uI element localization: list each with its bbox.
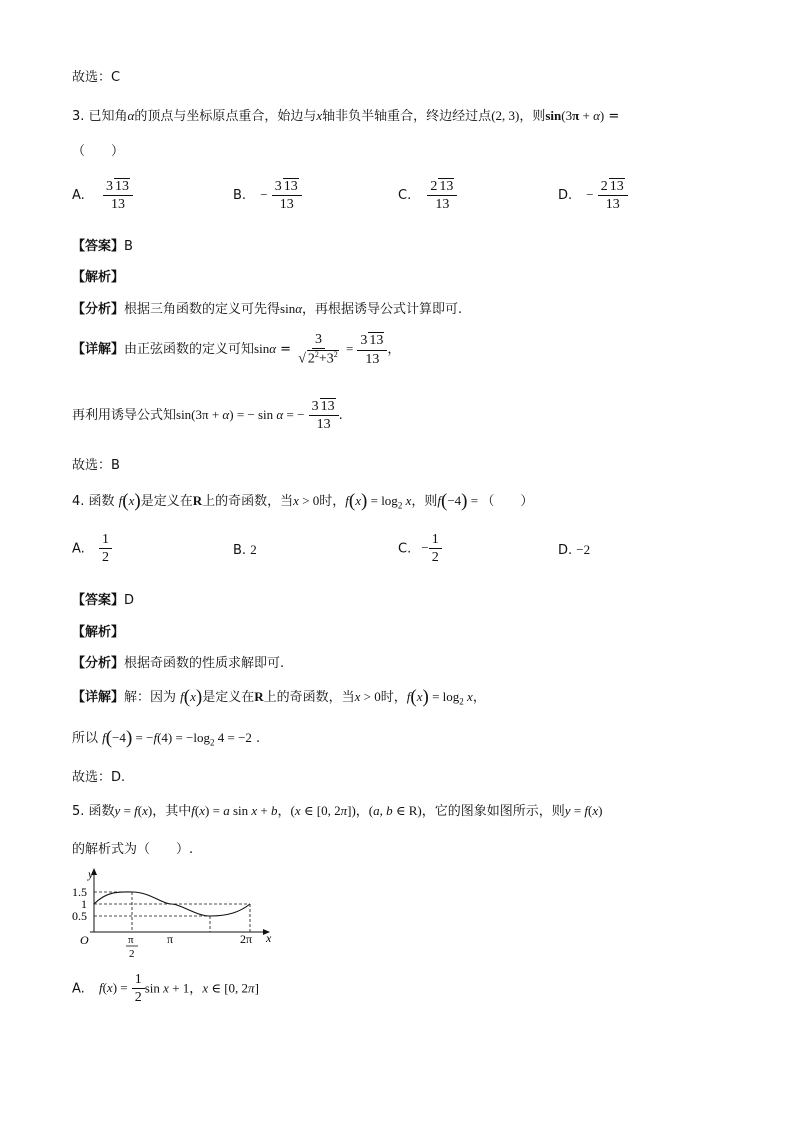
y-label: y (88, 867, 94, 881)
q4-choice-d[interactable]: D. −2 (558, 542, 591, 558)
q3-answer: 【答案】B (72, 239, 133, 254)
q3-detail-2: 再利用诱导公式知sin(3π + α) = − sin α = − $\frac{3 13}{13}$ . (72, 399, 343, 433)
x-label: x (266, 931, 272, 945)
q4-choice-c[interactable]: C. − $\frac{1}{2}$ (398, 532, 442, 566)
origin-label: O (80, 933, 89, 947)
q4-detail-1: 【详解】解：因为 f(x)是定义在R上的奇函数，当x > 0时，$f(x) = \log_2 x$， (72, 686, 486, 708)
q3-choice-b[interactable]: B. − $\frac{3 13}{13}$ (233, 178, 302, 213)
q3-choice-c[interactable]: C. $\frac{2 13}{13}$ (398, 178, 457, 213)
q3-fenxi: 【分析】根据三角函数的定义可先得sinα，再根据诱导公式计算即可. (72, 301, 463, 317)
q5-graph (68, 864, 288, 964)
x-tick-pi: π (167, 932, 174, 946)
q3-analysis-tag: 【解析】 (72, 270, 125, 285)
q4-stem: 4. 函数 f(x)是定义在R上的奇函数，当x > 0时，$f(x) = \log_2 x$，则f(−4) = （ ） (72, 490, 534, 512)
q4-detail-2: 所以 $f(-4) = -f(4) = -\log_2$ 4 = −2 . (72, 727, 261, 749)
q3-detail-1: 【详解】由正弦函数的定义可知sinα = $\frac{3}{√ 2^2+3^2}$ = $\frac{3 13}{13}$ ， (72, 332, 401, 368)
q5-stem: 5. 函数y = f(x)，其中f(x) = a sin x + b，(x ∈ [0, 2π])，(a, b ∈ R)，它的图象如图所示，则y = f(x) (72, 803, 603, 819)
y-tick-1-5: 1.5 (72, 885, 87, 899)
q3-conclusion: 故选：B (72, 458, 120, 473)
y-tick-1: 1 (81, 897, 87, 911)
q3-choice-a[interactable]: A. $\frac{3 13}{13}$ (72, 178, 133, 213)
x-tick-pi-half-num: π (128, 934, 134, 946)
q3-stem: 3. 已知角α的顶点与坐标原点重合，始边与x轴非负半轴重合，终边经过点(2, 3)，则sin(3π + α) = (72, 108, 620, 124)
q4-choice-b[interactable]: B. 2 (233, 542, 257, 558)
q5-stem-2: 的解析式为（ ）. (72, 842, 194, 857)
y-tick-0-5: 0.5 (72, 909, 87, 923)
q4-conclusion: 故选：D. (72, 770, 126, 785)
previous-conclusion: 故选：C (72, 70, 121, 85)
q4-number: 4. (72, 494, 85, 509)
x-tick-pi-half-den: 2 (129, 948, 135, 960)
q5-number: 5. (72, 804, 85, 819)
q4-answer: 【答案】D (72, 593, 135, 608)
q3-paren: （ ） (72, 144, 125, 159)
q3-number: 3. (72, 109, 85, 124)
guide-lines (94, 892, 250, 932)
q3-choice-d[interactable]: D. − $\frac{2 13}{13}$ (558, 178, 628, 213)
q4-fenxi: 【分析】根据奇函数的性质求解即可. (72, 656, 285, 671)
q4-analysis-tag: 【解析】 (72, 625, 125, 640)
q4-choice-a[interactable]: A. $\frac{1}{2}$ (72, 532, 112, 566)
x-tick-2pi: 2π (240, 932, 253, 946)
q5-choice-a[interactable]: A. f(x) = $\frac{1}{2}$ sin x + 1，x ∈ [0, 2π] (72, 972, 259, 1006)
